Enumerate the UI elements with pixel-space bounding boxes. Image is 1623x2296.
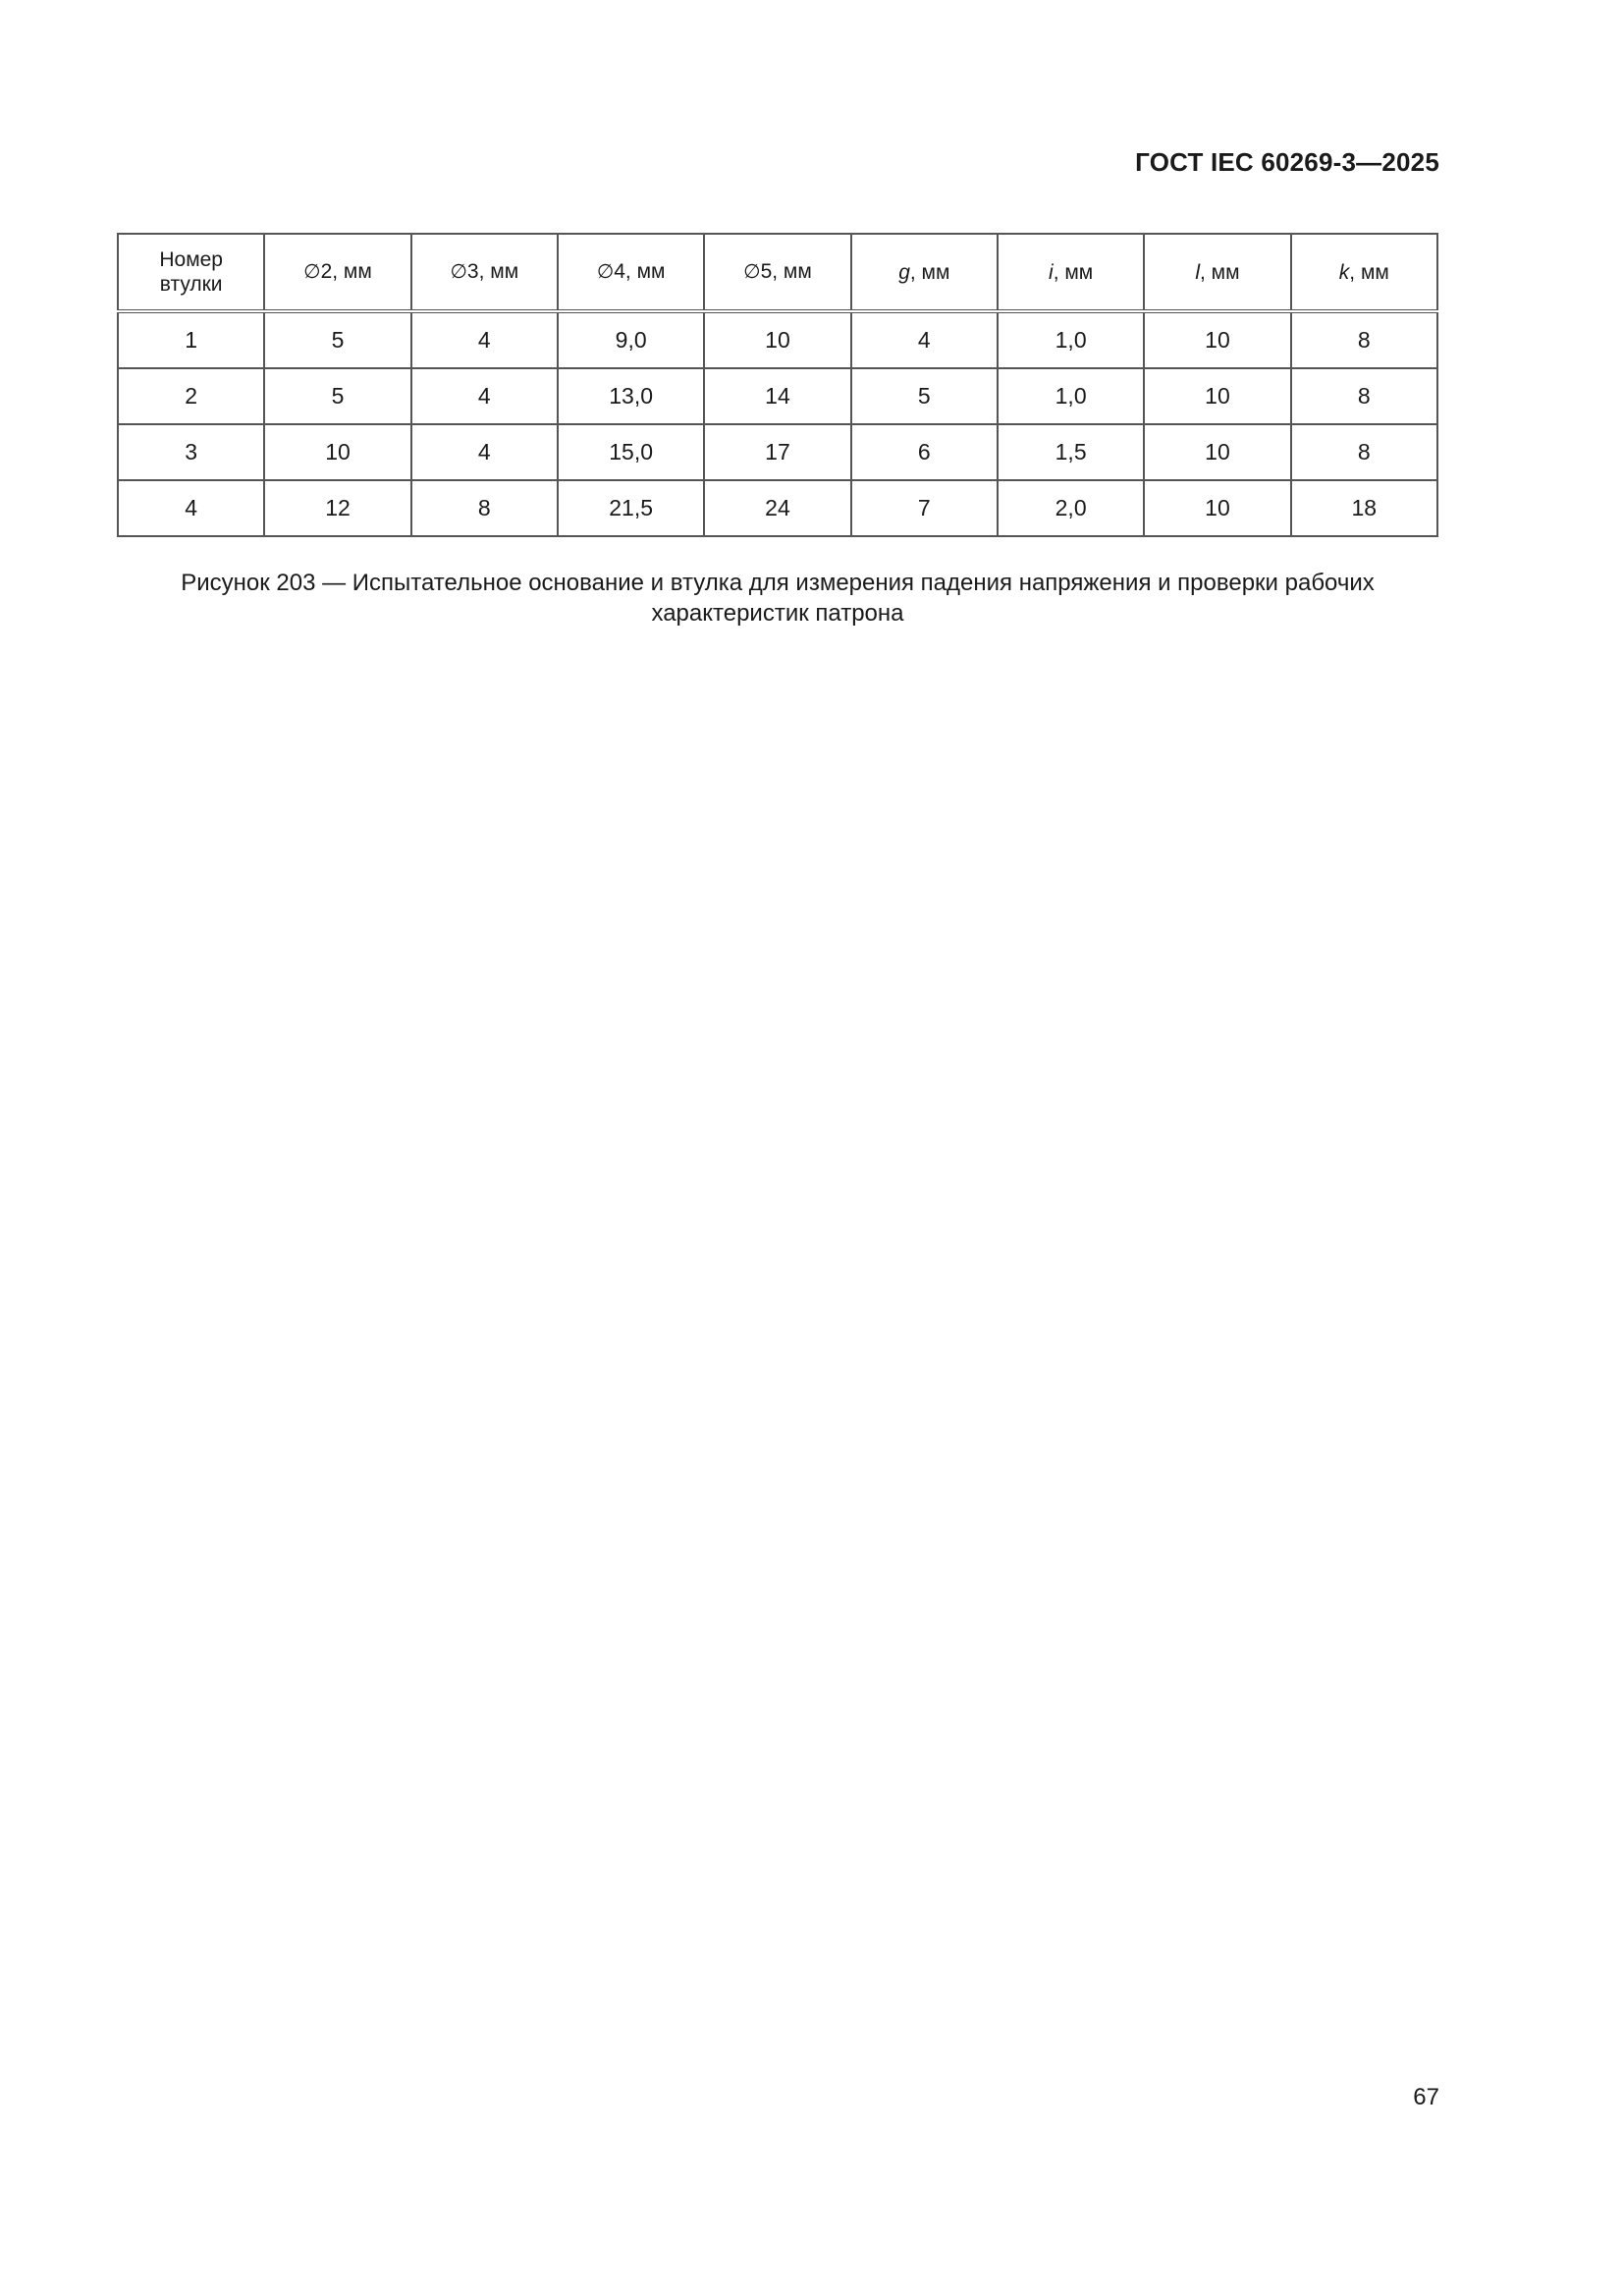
table-row <box>118 311 1437 368</box>
header-symbol: 5 <box>760 260 773 283</box>
table-cell: 4 <box>851 311 998 368</box>
table-cell: 17 <box>704 424 850 480</box>
header-unit: , мм <box>1053 260 1094 284</box>
table-cell: 2 <box>118 368 264 424</box>
table-cell: 1,5 <box>998 424 1144 480</box>
table-cell: 18 <box>1291 480 1437 536</box>
header-symbol: g <box>898 260 910 284</box>
header-symbol: k <box>1338 260 1350 284</box>
table-cell: 12 <box>264 480 410 536</box>
diameter-symbol: ∅ <box>450 261 467 283</box>
table-cell: 8 <box>1291 424 1437 480</box>
header-unit: , мм <box>1349 260 1389 284</box>
table-header-row <box>118 234 1437 311</box>
table-cell: 10 <box>1144 311 1290 368</box>
table-cell: 1,0 <box>998 311 1144 368</box>
header-sleeve-number-line2: втулки <box>159 273 223 296</box>
table-cell: 3 <box>118 424 264 480</box>
header-symbol: i <box>1049 260 1054 284</box>
table-cell: 8 <box>1291 311 1437 368</box>
page-number: 67 <box>1413 2084 1439 2110</box>
header-unit: , мм <box>478 260 519 283</box>
header-diameter-3 <box>411 234 558 311</box>
table-cell: 8 <box>411 480 558 536</box>
table-cell: 10 <box>264 424 410 480</box>
diameter-symbol: ∅ <box>303 261 321 283</box>
table-cell: 5 <box>264 311 410 368</box>
table-cell: 10 <box>704 311 850 368</box>
header-i <box>998 234 1144 311</box>
table-cell: 4 <box>411 311 558 368</box>
header-diameter-4 <box>558 234 704 311</box>
table-cell: 4 <box>411 368 558 424</box>
table-row <box>118 368 1437 424</box>
header-unit: , мм <box>772 260 812 283</box>
table-cell: 10 <box>1144 480 1290 536</box>
sleeve-dimensions-table <box>117 233 1438 537</box>
figure-caption-line1: Рисунок 203 — Испытательное основание и втулка для измерения падения напряжения и проверки рабочих <box>181 570 1375 596</box>
header-unit: , мм <box>332 260 372 283</box>
header-symbol: l <box>1195 260 1201 284</box>
header-sleeve-number <box>118 234 264 311</box>
table-cell: 10 <box>1144 368 1290 424</box>
table-cell: 6 <box>851 424 998 480</box>
table-row <box>118 424 1437 480</box>
figure-caption-line2: характеристик патрона <box>651 600 904 627</box>
table-cell: 10 <box>1144 424 1290 480</box>
table-cell: 2,0 <box>998 480 1144 536</box>
header-g <box>851 234 998 311</box>
header-l <box>1144 234 1290 311</box>
header-sleeve-number-line1: Номер <box>159 248 223 271</box>
table-cell: 15,0 <box>558 424 704 480</box>
table-cell: 5 <box>264 368 410 424</box>
table-cell: 7 <box>851 480 998 536</box>
table-row <box>118 480 1437 536</box>
table-cell: 21,5 <box>558 480 704 536</box>
document-header: ГОСТ IEC 60269-3—2025 <box>1135 147 1439 177</box>
figure-caption <box>117 568 1438 629</box>
diameter-symbol: ∅ <box>743 261 761 283</box>
header-symbol: 4 <box>614 260 625 283</box>
table-cell: 1,0 <box>998 368 1144 424</box>
header-symbol: 3 <box>466 260 479 283</box>
header-diameter-2 <box>264 234 410 311</box>
table-cell: 4 <box>118 480 264 536</box>
table-body <box>118 311 1437 536</box>
table-head <box>118 234 1437 311</box>
table-cell: 9,0 <box>558 311 704 368</box>
table-cell: 13,0 <box>558 368 704 424</box>
table-cell: 8 <box>1291 368 1437 424</box>
table-cell: 4 <box>411 424 558 480</box>
header-diameter-5 <box>704 234 850 311</box>
table-cell: 14 <box>704 368 850 424</box>
table-cell: 24 <box>704 480 850 536</box>
table-cell: 5 <box>851 368 998 424</box>
header-unit: , мм <box>909 260 950 284</box>
header-symbol: 2 <box>320 260 333 283</box>
table-cell: 1 <box>118 311 264 368</box>
header-k <box>1291 234 1437 311</box>
diameter-symbol: ∅ <box>596 261 615 283</box>
header-unit: , мм <box>624 260 666 283</box>
header-unit: , мм <box>1200 260 1240 284</box>
